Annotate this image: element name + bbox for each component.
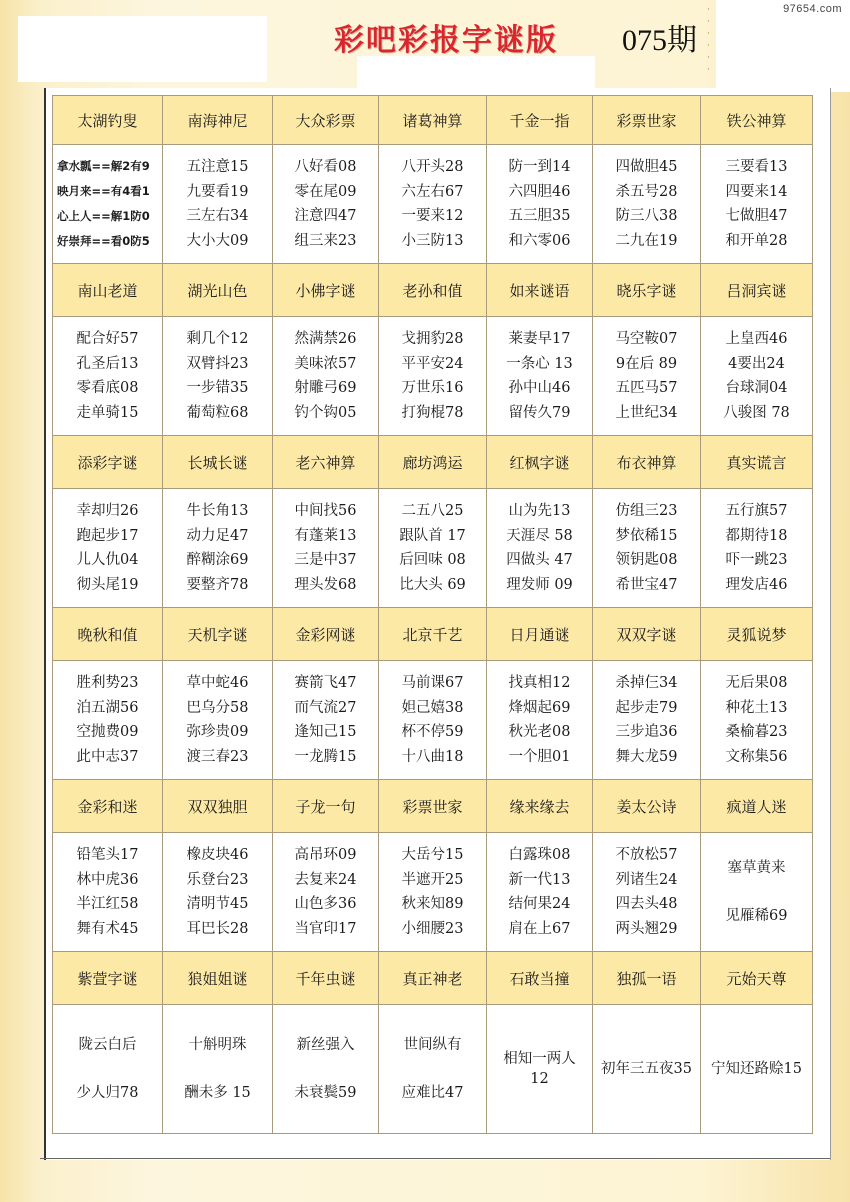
decorative-marks: · · · · · · — [707, 5, 710, 75]
riddle-row — [53, 661, 813, 780]
riddle-line: 戈拥豹28 — [401, 331, 464, 347]
expert-name-cell: 狼姐姐谜 — [163, 952, 273, 1005]
riddle-line: 白露珠08 — [508, 847, 571, 863]
riddle-cell — [593, 489, 701, 608]
riddle-line: 九要看19 — [186, 183, 249, 200]
blank-panel-center — [357, 56, 595, 88]
expert-name-cell: 晓乐字谜 — [593, 264, 701, 317]
riddle-line: 动力足47 — [186, 527, 249, 544]
expert-name-cell: 彩票世家 — [379, 780, 487, 833]
riddle-cell — [379, 833, 487, 952]
riddle-line: 塞草黄来 — [727, 860, 786, 876]
riddle-line: 山色多36 — [294, 896, 357, 912]
riddle-line: 美味浓57 — [294, 355, 357, 372]
riddle-cell — [273, 1005, 379, 1134]
section-header-row — [53, 952, 813, 1005]
riddle-cell — [593, 317, 701, 436]
riddle-line: 少人归78 — [76, 1085, 139, 1101]
riddle-cell — [487, 145, 593, 264]
riddle-line: 大岳兮15 — [401, 847, 464, 863]
riddle-line: 一要来12 — [401, 208, 464, 224]
expert-name-cell: 北京千艺 — [379, 608, 487, 661]
riddle-cell — [379, 489, 487, 608]
riddle-line: 希世宝47 — [615, 576, 678, 593]
riddle-line: 十斛明珠 — [188, 1037, 247, 1053]
riddle-line: 一条心 13 — [506, 355, 573, 372]
riddle-line: 吓一跳23 — [725, 552, 788, 568]
riddle-line: 比大头 69 — [399, 576, 466, 593]
expert-name-cell: 南海神尼 — [163, 96, 273, 145]
expert-name-cell: 千金一指 — [487, 96, 593, 145]
riddle-line: 种花土13 — [725, 699, 788, 716]
riddle-line: 新一代13 — [508, 871, 571, 888]
riddle-cell — [487, 833, 593, 952]
riddle-line: 八骏图 78 — [723, 404, 790, 421]
riddle-line: 舞有术45 — [76, 920, 139, 937]
riddle-cell — [487, 317, 593, 436]
riddle-cell — [163, 833, 273, 952]
riddle-line: 中间找56 — [294, 503, 357, 519]
riddle-line: 心上人==解1防0 — [57, 209, 150, 223]
riddle-line: 酬未多 15 — [184, 1085, 251, 1101]
expert-name-cell: 布衣神算 — [593, 436, 701, 489]
riddle-row — [53, 833, 813, 952]
riddle-line: 五匹马57 — [615, 380, 678, 396]
riddle-line: 两头翘29 — [615, 920, 678, 937]
riddle-cell — [593, 833, 701, 952]
riddle-line: 理发店46 — [725, 576, 788, 593]
expert-name-cell: 太湖钓叟 — [53, 96, 163, 145]
riddle-line: 高吊环09 — [294, 847, 357, 863]
riddle-line: 儿人仇04 — [76, 552, 139, 568]
riddle-cell — [487, 661, 593, 780]
riddle-cell — [163, 661, 273, 780]
riddle-line: 三左右34 — [186, 208, 249, 224]
riddle-line: 孙中山46 — [508, 380, 571, 396]
section-header-row — [53, 436, 813, 489]
riddle-line: 配合好57 — [76, 331, 139, 347]
riddle-cell — [163, 489, 273, 608]
riddle-line: 五三胆35 — [508, 208, 571, 224]
riddle-line: 剩几个12 — [186, 331, 249, 347]
riddle-line: 4要出24 — [728, 355, 785, 372]
expert-name-cell: 元始天尊 — [701, 952, 813, 1005]
blank-panel-left — [18, 16, 267, 82]
expert-name-cell: 子龙一句 — [273, 780, 379, 833]
riddle-line: 小三防13 — [401, 232, 464, 249]
riddle-line: 无后果08 — [725, 675, 788, 691]
riddle-line: 五注意15 — [186, 159, 249, 175]
expert-name-cell: 双双独胆 — [163, 780, 273, 833]
riddle-line: 杯不停59 — [401, 724, 464, 740]
expert-name-cell: 金彩和迷 — [53, 780, 163, 833]
riddle-line: 万世乐16 — [401, 380, 464, 396]
riddle-line: 新丝强入 — [296, 1037, 355, 1053]
riddle-cell — [273, 833, 379, 952]
riddle-line: 四去头48 — [615, 896, 678, 912]
riddle-line: 跟队首 17 — [399, 527, 466, 544]
riddle-cell — [487, 489, 593, 608]
riddle-row — [53, 489, 813, 608]
riddle-line: 胜利势23 — [76, 675, 139, 691]
riddle-line: 三步追36 — [615, 724, 678, 740]
riddle-line: 初年三五夜35 — [601, 1061, 692, 1077]
expert-name-cell: 灵狐说梦 — [701, 608, 813, 661]
riddle-cell — [593, 1005, 701, 1134]
riddle-line: 杀五号28 — [615, 183, 678, 200]
riddle-cell — [273, 317, 379, 436]
riddle-cell — [379, 145, 487, 264]
riddle-line: 清明节45 — [186, 896, 249, 912]
riddle-line: 台球洞04 — [725, 380, 788, 396]
riddle-line: 空抛费09 — [76, 724, 139, 740]
riddle-line: 和开单28 — [725, 232, 788, 249]
riddle-line: 上世纪34 — [615, 404, 678, 421]
expert-name-cell: 疯道人迷 — [701, 780, 813, 833]
expert-name-cell: 金彩网谜 — [273, 608, 379, 661]
expert-name-cell: 添彩字谜 — [53, 436, 163, 489]
riddle-line: 找真相12 — [508, 675, 571, 691]
riddle-line: 相知一两人 — [503, 1051, 576, 1067]
expert-name-cell: 紫萱字谜 — [53, 952, 163, 1005]
riddle-line: 桑榆暮23 — [725, 724, 788, 740]
riddle-line: 大小大09 — [186, 232, 249, 249]
riddle-line: 杀掉仨34 — [615, 675, 678, 691]
riddle-cell — [273, 489, 379, 608]
riddle-line: 要整齐78 — [186, 576, 249, 593]
riddle-line: 理头发68 — [294, 576, 357, 593]
riddle-cell — [593, 145, 701, 264]
riddle-cell — [701, 1005, 813, 1134]
riddle-line: 乐登台23 — [186, 871, 249, 888]
riddle-line: 莱妻早17 — [508, 331, 571, 347]
riddle-row — [53, 317, 813, 436]
riddle-line: 不放松57 — [615, 847, 678, 863]
riddle-line: 铅笔头17 — [76, 847, 139, 863]
riddle-line: 赛箭飞47 — [294, 675, 357, 691]
riddle-line: 后回味 08 — [399, 552, 466, 568]
riddle-cell — [53, 317, 163, 436]
riddle-line: 一龙腾15 — [294, 748, 357, 765]
riddle-table — [52, 95, 813, 1134]
riddle-line: 八好看08 — [294, 159, 357, 175]
riddle-cell — [163, 145, 273, 264]
riddle-line: 醉糊涂69 — [186, 552, 249, 568]
riddle-line: 世间纵有 — [403, 1037, 462, 1053]
riddle-line: 五行旗57 — [725, 503, 788, 519]
riddle-line: 三是中37 — [294, 552, 357, 568]
riddle-line: 宁知还路赊15 — [711, 1061, 802, 1077]
riddle-line: 一个胆01 — [508, 748, 571, 765]
paper-bottom-line — [40, 1158, 830, 1159]
riddle-line: 八开头28 — [401, 159, 464, 175]
riddle-line: 留传久79 — [508, 404, 571, 421]
riddle-line: 六左右67 — [401, 183, 464, 200]
riddle-line: 零看底08 — [76, 380, 139, 396]
riddle-cell — [701, 489, 813, 608]
riddle-line: 耳巴长28 — [186, 920, 249, 937]
riddle-line: 零在尾09 — [294, 183, 357, 200]
riddle-line: 平平安24 — [401, 355, 464, 372]
riddle-line: 逢知己15 — [294, 724, 357, 740]
riddle-line: 去复来24 — [294, 871, 357, 888]
riddle-line: 打狗棍78 — [401, 404, 464, 421]
riddle-line: 映月来==有4看1 — [57, 184, 150, 198]
riddle-line: 渡三春23 — [186, 748, 249, 765]
riddle-line: 当官印17 — [294, 920, 357, 937]
riddle-cell — [379, 661, 487, 780]
expert-name-cell: 红枫字谜 — [487, 436, 593, 489]
section-header-row — [53, 264, 813, 317]
riddle-line: 一步错35 — [186, 380, 249, 396]
expert-name-cell: 小佛字谜 — [273, 264, 379, 317]
expert-name-cell: 真正神老 — [379, 952, 487, 1005]
riddle-line: 林中虎36 — [76, 871, 139, 888]
riddle-line: 有蓬莱13 — [294, 527, 357, 544]
expert-name-cell: 石敢当撞 — [487, 952, 593, 1005]
riddle-cell — [53, 1005, 163, 1134]
riddle-line: 秋来知89 — [401, 896, 464, 912]
riddle-cell — [701, 145, 813, 264]
riddle-line: 六四胆46 — [508, 183, 571, 200]
expert-name-cell: 晚秋和值 — [53, 608, 163, 661]
riddle-line: 防三八38 — [615, 208, 678, 224]
riddle-line: 上皇西46 — [725, 331, 788, 347]
riddle-line: 肩在上67 — [508, 920, 571, 937]
expert-name-cell: 廊坊鸿运 — [379, 436, 487, 489]
section-header-row — [53, 780, 813, 833]
expert-name-cell: 铁公神算 — [701, 96, 813, 145]
expert-name-cell: 老六神算 — [273, 436, 379, 489]
expert-name-cell: 姜太公诗 — [593, 780, 701, 833]
riddle-line: 和六零06 — [508, 232, 571, 249]
riddle-line: 小细腰23 — [401, 920, 464, 937]
riddle-cell — [701, 661, 813, 780]
riddle-line: 半遮开25 — [401, 871, 464, 888]
riddle-line: 钓个钩05 — [294, 404, 357, 421]
expert-name-cell: 老孙和值 — [379, 264, 487, 317]
riddle-line: 牛长角13 — [186, 503, 249, 519]
riddle-line: 天涯尽 58 — [506, 527, 573, 544]
expert-name-cell: 大众彩票 — [273, 96, 379, 145]
expert-name-cell: 如来谜语 — [487, 264, 593, 317]
riddle-line: 组三来23 — [294, 232, 357, 249]
riddle-line: 然满禁26 — [294, 331, 357, 347]
riddle-cell — [163, 317, 273, 436]
riddle-cell — [53, 833, 163, 952]
riddle-line: 十八曲18 — [401, 748, 464, 765]
riddle-line: 双臂抖23 — [186, 355, 249, 372]
expert-name-cell: 独孤一语 — [593, 952, 701, 1005]
riddle-line: 都期待18 — [725, 527, 788, 544]
riddle-cell — [487, 1005, 593, 1134]
riddle-line: 跑起步17 — [76, 527, 139, 544]
riddle-line: 舞大龙59 — [615, 748, 678, 765]
riddle-line: 仿组三23 — [615, 503, 678, 519]
section-header-row — [53, 608, 813, 661]
riddle-line: 烽烟起69 — [508, 699, 571, 716]
riddle-line: 结何果24 — [508, 896, 571, 912]
riddle-line: 泊五湖56 — [76, 699, 139, 716]
riddle-line: 彻头尾19 — [76, 576, 139, 593]
issue-number: 075期 — [622, 24, 697, 57]
riddle-line: 马前课67 — [401, 675, 464, 691]
riddle-line: 山为先13 — [508, 503, 571, 519]
expert-name-cell: 缘来缘去 — [487, 780, 593, 833]
riddle-cell — [163, 1005, 273, 1134]
riddle-line: 未衰鬓59 — [294, 1085, 357, 1101]
riddle-line: 四做胆45 — [615, 159, 678, 175]
riddle-line: 马空鞍07 — [615, 331, 678, 347]
riddle-line: 弥珍贵09 — [186, 724, 249, 740]
riddle-line: 应难比47 — [401, 1085, 464, 1101]
riddle-line: 9在后 89 — [615, 355, 678, 372]
riddle-line: 列诸生24 — [615, 871, 678, 888]
riddle-line: 文称集56 — [725, 748, 788, 765]
site-watermark: 97654.com — [783, 3, 842, 15]
riddle-line: 半江红58 — [76, 896, 139, 912]
riddle-line: 领钥匙08 — [615, 552, 678, 568]
expert-name-cell: 南山老道 — [53, 264, 163, 317]
riddle-cell — [53, 489, 163, 608]
expert-name-cell: 天机字谜 — [163, 608, 273, 661]
riddle-line: 葡萄粒68 — [186, 404, 249, 421]
riddle-line: 好崇拜==看0防5 — [57, 234, 150, 248]
riddle-line: 妲己嬉38 — [401, 699, 464, 716]
riddle-cell — [379, 317, 487, 436]
page-title: 彩吧彩报字谜版 — [334, 23, 558, 58]
riddle-line: 此中志37 — [76, 748, 139, 765]
expert-name-cell: 日月通谜 — [487, 608, 593, 661]
riddle-cell — [53, 145, 163, 264]
riddle-line: 七做胆47 — [725, 208, 788, 224]
riddle-line: 橡皮块46 — [186, 847, 249, 863]
riddle-cell — [273, 661, 379, 780]
expert-name-cell: 千年虫谜 — [273, 952, 379, 1005]
expert-name-cell: 彩票世家 — [593, 96, 701, 145]
riddle-line: 秋光老08 — [508, 724, 571, 740]
riddle-line: 草中蛇46 — [186, 675, 249, 691]
riddle-line: 二九在19 — [615, 232, 678, 249]
riddle-line: 三要看13 — [725, 159, 788, 175]
riddle-cell — [701, 833, 813, 952]
riddle-line: 注意四47 — [294, 208, 357, 224]
riddle-line: 起步走79 — [615, 699, 678, 716]
riddle-cell — [701, 317, 813, 436]
expert-name-cell: 湖光山色 — [163, 264, 273, 317]
riddle-line: 而气流27 — [294, 699, 357, 716]
riddle-line: 12 — [530, 1071, 549, 1087]
riddle-line: 见雁稀69 — [725, 908, 788, 924]
riddle-line: 走单骑15 — [76, 404, 139, 421]
riddle-cell — [593, 661, 701, 780]
expert-name-cell: 长城长谜 — [163, 436, 273, 489]
riddle-row — [53, 1005, 813, 1134]
riddle-line: 拿水瓢==解2有9 — [57, 159, 150, 173]
riddle-line: 理发师 09 — [506, 576, 573, 593]
riddle-line: 陇云白后 — [78, 1037, 137, 1053]
riddle-line: 幸却归26 — [76, 503, 139, 519]
expert-name-cell: 真实谎言 — [701, 436, 813, 489]
riddle-line: 梦依稀15 — [615, 527, 678, 544]
riddle-row — [53, 145, 813, 264]
riddle-cell — [53, 661, 163, 780]
expert-name-cell: 双双字谜 — [593, 608, 701, 661]
riddle-line: 防一到14 — [508, 159, 571, 175]
riddle-cell — [273, 145, 379, 264]
riddle-line: 孔圣后13 — [76, 355, 139, 372]
expert-name-cell: 吕洞宾谜 — [701, 264, 813, 317]
riddle-line: 四做头 47 — [506, 552, 573, 568]
riddle-cell — [379, 1005, 487, 1134]
expert-name-cell: 诸葛神算 — [379, 96, 487, 145]
riddle-line: 四要来14 — [725, 183, 788, 200]
riddle-line: 射雕弓69 — [294, 380, 357, 396]
riddle-line: 二五八25 — [401, 503, 464, 519]
riddle-line: 巴乌分58 — [186, 699, 249, 716]
section-header-row — [53, 96, 813, 145]
